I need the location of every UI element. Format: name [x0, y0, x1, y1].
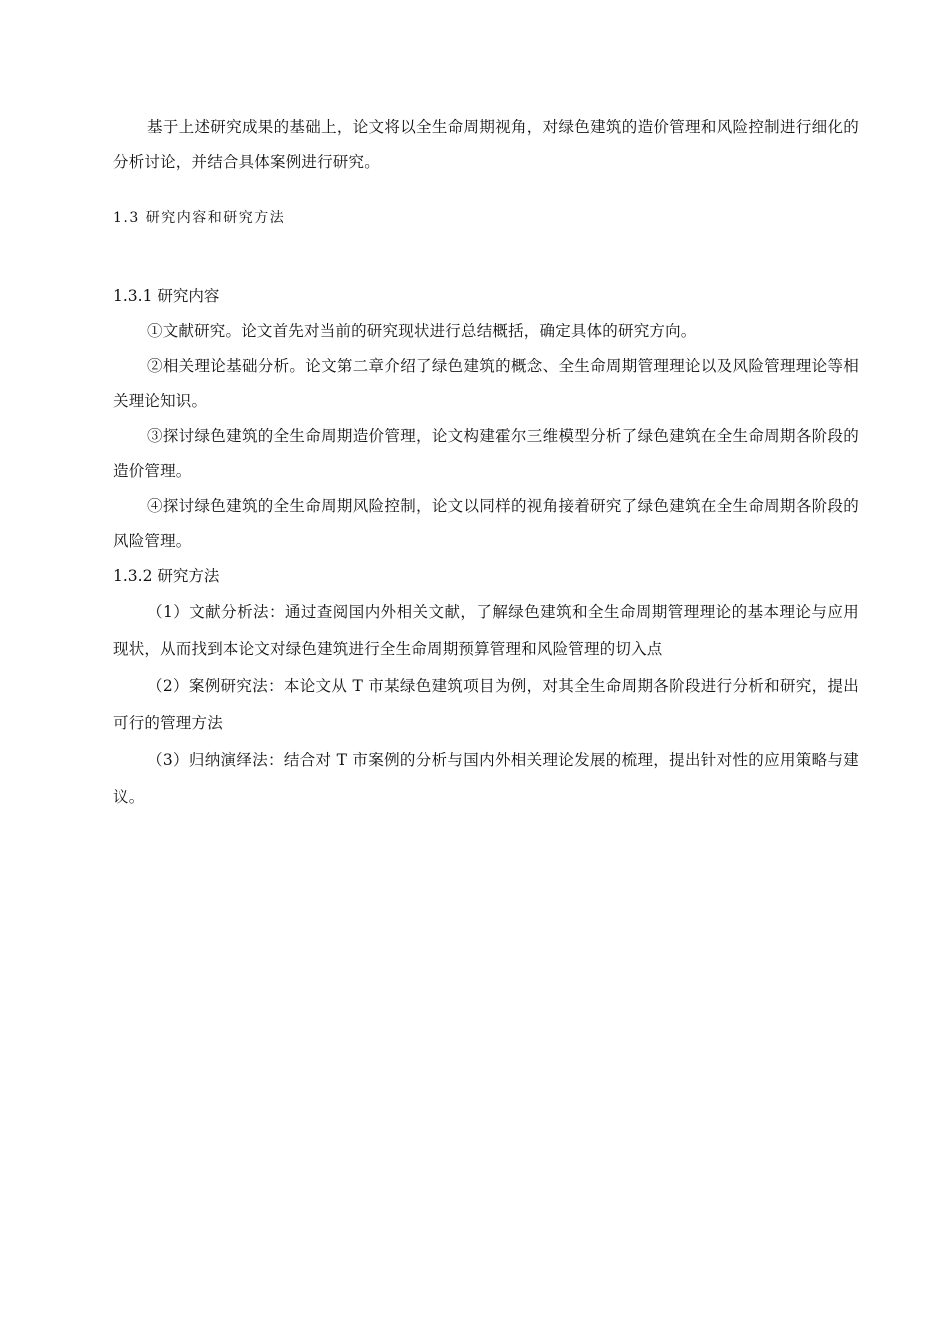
- subsection-heading-1-3-1: 1.3.1 研究内容: [113, 287, 220, 305]
- list-item: （3）归纳演绎法：结合对 T 市案例的分析与国内外相关理论发展的梳理，提出针对性的应用策略与建议。: [113, 751, 859, 806]
- list-item: ②相关理论基础分析。论文第二章介绍了绿色建筑的概念、全生命周期管理理论以及风险管理理论等相关理论知识。: [113, 357, 859, 410]
- list-item: （1）文献分析法：通过查阅国内外相关文献，了解绿色建筑和全生命周期管理理论的基本理论与应用现状，从而找到本论文对绿色建筑进行全生命周期预算管理和风险管理的切入点: [113, 603, 859, 658]
- list-item: （2）案例研究法：本论文从 T 市某绿色建筑项目为例，对其全生命周期各阶段进行分析和研究，提出可行的管理方法: [113, 677, 859, 732]
- document-body: [113, 110, 859, 816]
- list-item: ④探讨绿色建筑的全生命周期风险控制，论文以同样的视角接着研究了绿色建筑在全生命周期各阶段的风险管理。: [113, 497, 859, 550]
- intro-paragraph: 基于上述研究成果的基础上，论文将以全生命周期视角，对绿色建筑的造价管理和风险控制进行细化的分析讨论，并结合具体案例进行研究。: [113, 118, 859, 171]
- section-heading-1-3: 1.3 研究内容和研究方法: [113, 210, 286, 226]
- list-item: ①文献研究。论文首先对当前的研究现状进行总结概括，确定具体的研究方向。: [147, 322, 697, 340]
- subsection-heading-1-3-2: 1.3.2 研究方法: [113, 567, 220, 585]
- list-item: ③探讨绿色建筑的全生命周期造价管理，论文构建霍尔三维模型分析了绿色建筑在全生命周期各阶段的造价管理。: [113, 427, 859, 480]
- research-method-list: [113, 594, 859, 816]
- research-content-list: [113, 314, 859, 559]
